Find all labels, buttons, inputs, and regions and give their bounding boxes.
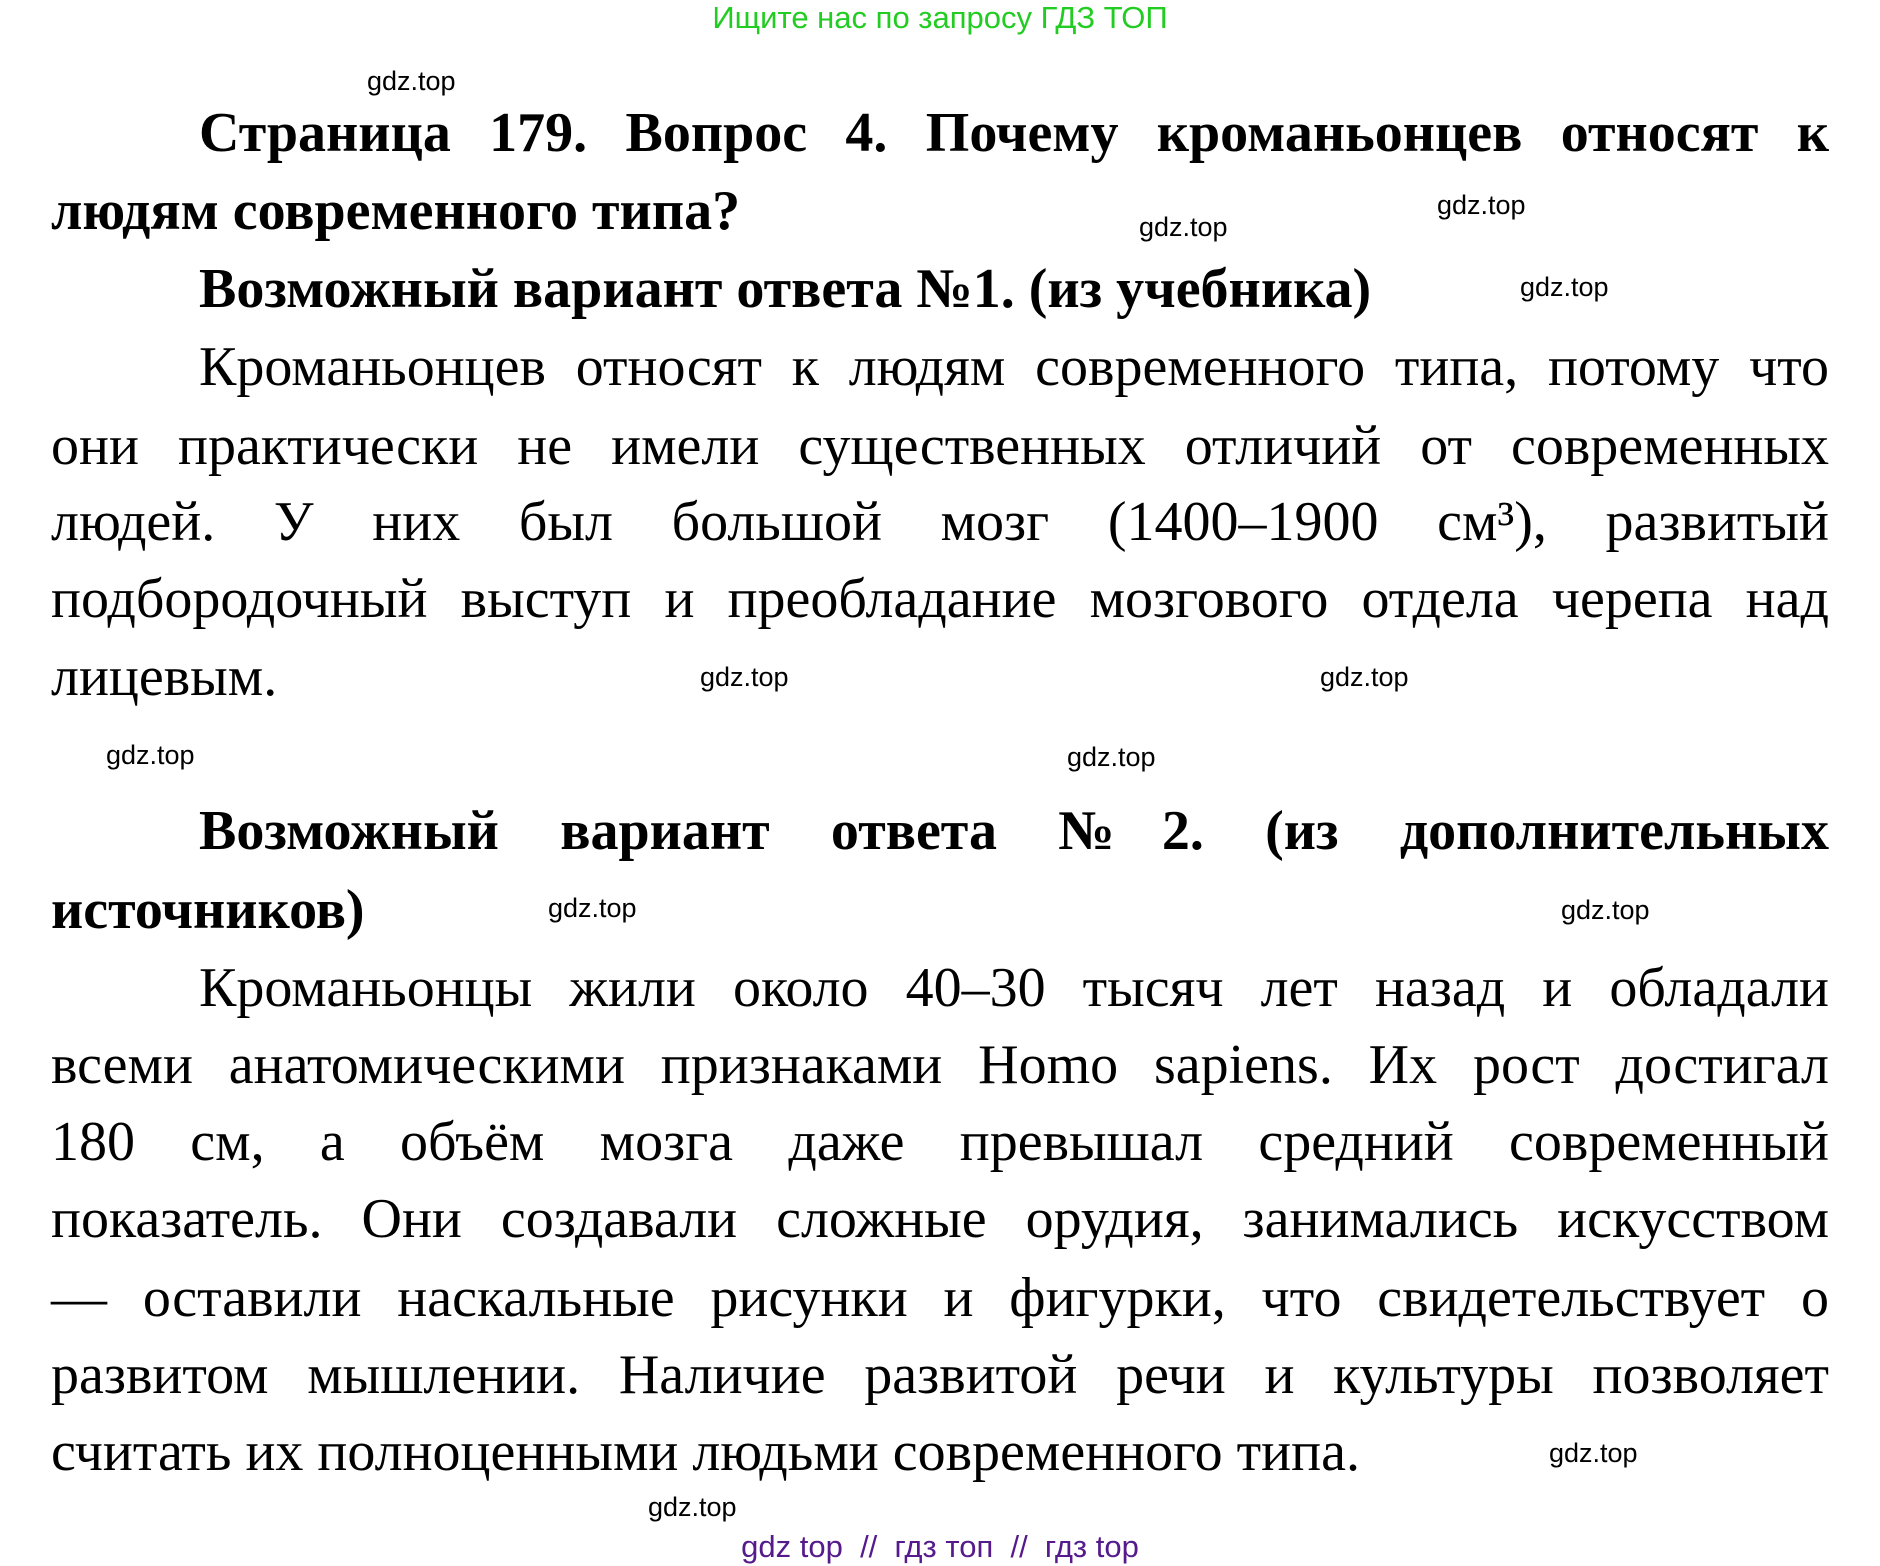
answer2-line: Кроманьонцы жили около 40–30 тысяч лет назад и обладали <box>199 957 1829 1019</box>
watermark: gdz.top <box>1139 212 1228 242</box>
watermark: gdz.top <box>648 1492 737 1522</box>
answer2-line: считать их полноценными людьми современного типа. <box>51 1421 1360 1483</box>
watermark: gdz.top <box>548 893 637 923</box>
answer1-line: они практически не имели существенных отличий от современных <box>51 415 1829 477</box>
question-title-line-2: людям современного типа? <box>51 180 741 242</box>
answer2-line: всеми анатомическими признаками Homo sapiens. Их рост достигал <box>51 1034 1829 1096</box>
watermark: gdz.top <box>1067 742 1156 772</box>
watermark: gdz.top <box>1561 895 1650 925</box>
answer2-heading-line-1: Возможный вариант ответа №2. (из дополнительных <box>199 800 1829 862</box>
answer2-line: развитом мышлении. Наличие развитой речи и культуры позволяет <box>51 1344 1829 1406</box>
answer2-line: 180 см, а объём мозга даже превышал средний современный <box>51 1111 1829 1173</box>
answer1-line: Кроманьонцев относят к людям современного типа, потому что <box>199 336 1829 398</box>
watermark: gdz.top <box>367 66 456 96</box>
answer1-line: подбородочный выступ и преобладание мозгового отдела черепа над <box>51 568 1829 630</box>
answer1-heading: Возможный вариант ответа №1. (из учебника) <box>199 258 1372 320</box>
answer1-line: людей. У них был большой мозг (1400–1900 см³), развитый <box>51 491 1829 553</box>
watermark: gdz.top <box>1437 190 1526 220</box>
watermark: gdz.top <box>1520 272 1609 302</box>
watermark: gdz.top <box>700 662 789 692</box>
answer1-line: лицевым. <box>51 646 278 708</box>
watermark: gdz.top <box>1320 662 1409 692</box>
search-banner: Ищите нас по запросу ГДЗ ТОП <box>712 0 1168 35</box>
answer2-heading-line-2: источников) <box>51 879 365 941</box>
footer-links[interactable]: gdz top // гдз топ // гдз top <box>741 1529 1139 1564</box>
watermark: gdz.top <box>106 740 195 770</box>
answer2-line: — оставили наскальные рисунки и фигурки, что свидетельствует о <box>51 1267 1829 1329</box>
question-title-line-1: Страница 179. Вопрос 4. Почему кроманьонцев относят к <box>199 102 1829 164</box>
watermark: gdz.top <box>1549 1438 1638 1468</box>
answer2-line: показатель. Они создавали сложные орудия, занимались искусством <box>51 1188 1829 1250</box>
